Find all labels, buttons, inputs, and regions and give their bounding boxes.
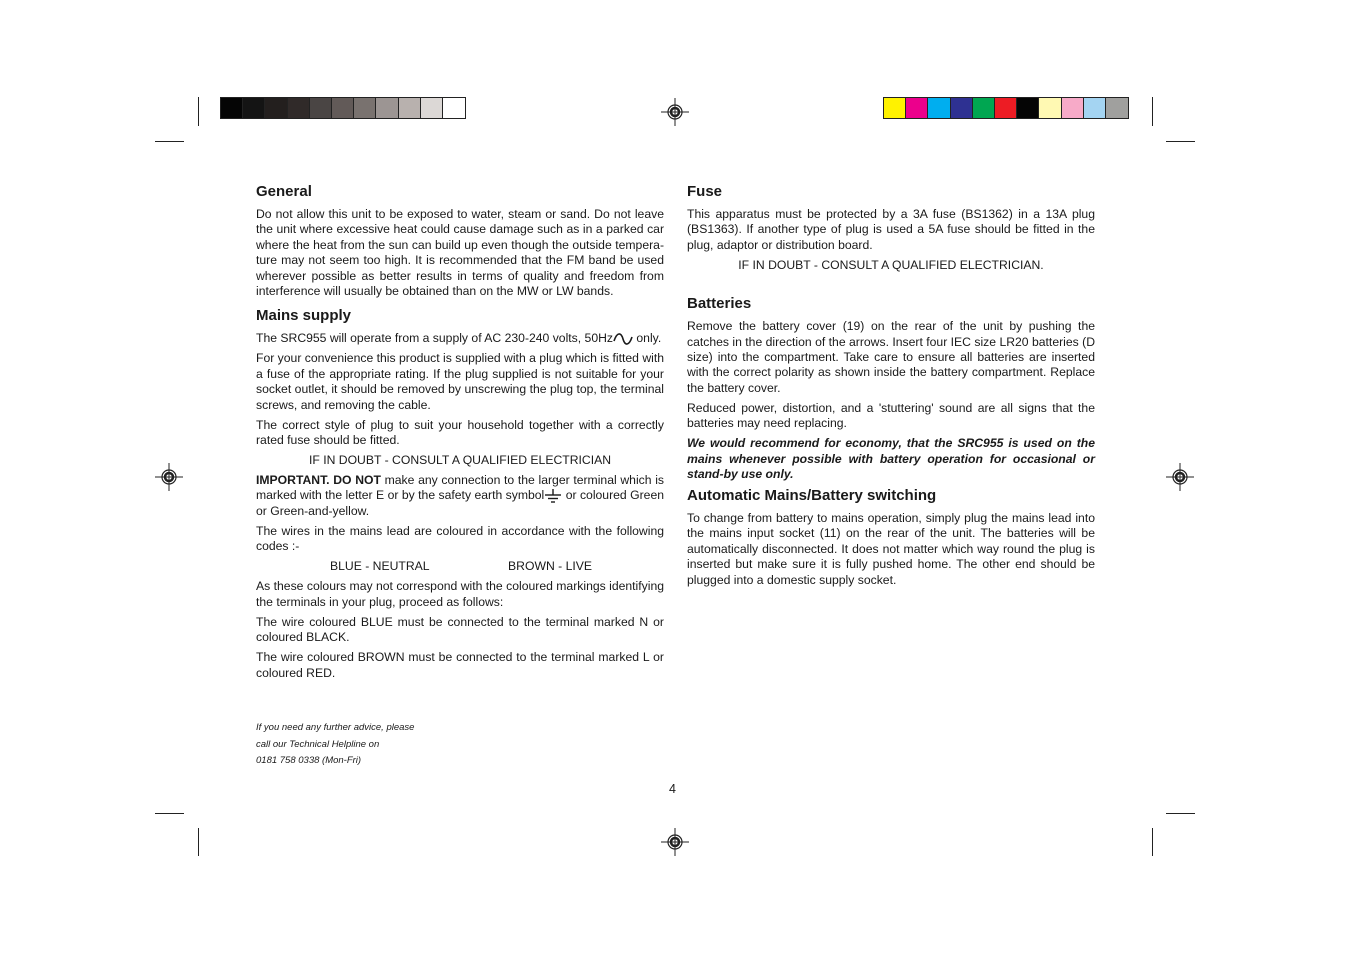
- footer-phone: 0181 758 0338 (Mon-Fri): [256, 755, 362, 767]
- registration-target-icon: [661, 828, 689, 856]
- calibration-swatch: [1062, 98, 1084, 118]
- helpline-footer: [256, 720, 414, 770]
- footer-line: If you need any further advice, please: [256, 722, 415, 733]
- crop-mark: [155, 141, 184, 142]
- calibration-swatch: [288, 98, 310, 118]
- fuse-heading: Fuse: [687, 183, 723, 200]
- calibration-swatch: [354, 98, 376, 118]
- calibration-swatch: [265, 98, 287, 118]
- auto-switching-heading: Automatic Mains/Battery switching: [687, 487, 937, 505]
- wire-codes: [256, 559, 664, 574]
- batteries-install-text: Remove the battery cover (19) on the rear of the unit by pushing the catches in the direction of the arrows. Insert four IEC size LR20 batteries (D size) into the compartment. Take care to ensure all batteries are inserted with the correct polarity as shown inside the battery compartment. Replace the battery cover.: [687, 319, 1095, 395]
- registration-target-icon: [661, 98, 689, 126]
- registration-target-icon: [1166, 463, 1194, 491]
- batteries-economy-note: We would recommend for economy, that the SRC955 is used on the mains whenever possible with battery operation for occasional or stand-by use only.: [687, 436, 1095, 482]
- mains-voltage-text: The SRC955 will operate from a supply of AC 230-240 volts, 50Hz only.: [256, 331, 662, 346]
- registration-target-icon: [155, 463, 183, 491]
- calibration-swatch: [1039, 98, 1061, 118]
- plug-style-text: The correct style of plug to suit your household together with a correctly rated fuse should be fitted.: [256, 417, 664, 448]
- fuse-text: This apparatus must be protected by a 3A fuse (BS1362) in a 13A plug (BS1363). If another type of plug is used a 5A fuse should be fitted in the plug, adaptor or distribution board.: [687, 207, 1095, 252]
- crop-mark: [198, 97, 199, 126]
- colours-note-text: As these colours may not correspond with the coloured markings identifying the terminals in your plug, proceed as follows:: [256, 579, 664, 609]
- crop-mark: [1152, 828, 1153, 856]
- auto-switching-text: To change from battery to mains operation, simply plug the mains lead into the mains input socket (11) on the rear of the unit. The batteries will be automatically disconnected. It does not matter which way round the plug is inserted but make sure it is fully pushed home. The other end should be plugged into a domestic supply socket.: [687, 511, 1095, 587]
- calibration-swatch: [332, 98, 354, 118]
- crop-mark: [1166, 141, 1195, 142]
- calibration-swatch: [443, 98, 465, 118]
- calibration-swatch: [906, 98, 928, 118]
- calibration-swatch: [973, 98, 995, 118]
- right-column: [687, 183, 1095, 593]
- calibration-swatch: [1084, 98, 1106, 118]
- crop-mark: [198, 828, 199, 856]
- important-earth-text: IMPORTANT. DO NOT make any connection to the larger terminal which is marked with the letter E or by the safety earth symbol or coloured Green or Green-and-yellow.: [256, 473, 664, 518]
- crop-mark: [1166, 813, 1195, 814]
- general-text: Do not allow this unit to be exposed to water, steam or sand. Do not leave the unit where excessive heat could cause damage such as in a parked car where the heat from the sun can build up even though the outside tempera-ture may not seem too high. It is recommended that the FM band be used wherever possible as better results in terms of quality and freedom from interference will usually be obtained than on the MW or LW bands.: [256, 207, 664, 299]
- general-heading: General: [256, 183, 312, 200]
- calibration-swatch: [928, 98, 950, 118]
- crop-mark: [155, 813, 184, 814]
- calibration-swatch: [421, 98, 443, 118]
- color-calibration-bar: [883, 97, 1129, 119]
- calibration-swatch: [951, 98, 973, 118]
- calibration-swatch: [243, 98, 265, 118]
- blue-wire-rule: The wire coloured BLUE must be connected to the terminal marked N or coloured BLACK.: [256, 614, 664, 645]
- calibration-swatch: [1106, 98, 1128, 118]
- calibration-swatch: [221, 98, 243, 118]
- calibration-swatch: [376, 98, 398, 118]
- calibration-swatch: [399, 98, 421, 118]
- earth-symbol-icon: [544, 489, 562, 504]
- fuse-consult-text: IF IN DOUBT - CONSULT A QUALIFIED ELECTRICIAN.: [738, 257, 1044, 272]
- page-number: 4: [669, 782, 676, 796]
- calibration-swatch: [995, 98, 1017, 118]
- wires-intro-text: The wires in the mains lead are coloured in accordance with the following codes :-: [256, 523, 664, 554]
- batteries-heading: Batteries: [687, 295, 752, 313]
- brown-wire-rule: The wire coloured BROWN must be connected to the terminal marked L or coloured RED.: [256, 650, 664, 680]
- batteries-replace-text: Reduced power, distortion, and a 'stuttering' sound are all signs that the batteries may need replacing.: [687, 400, 1095, 431]
- consult-electrician-text: IF IN DOUBT - CONSULT A QUALIFIED ELECTRICIAN: [308, 453, 612, 468]
- calibration-swatch: [1017, 98, 1039, 118]
- plug-fuse-text: For your convenience this product is supplied with a plug which is fitted with a fuse of the appropriate rating. If the plug supplied is not suitable for your socket outlet, it should be removed by unscrewing the plug top, the terminal screws, and removing the cable.: [256, 351, 664, 412]
- calibration-swatch: [310, 98, 332, 118]
- wire-blue-label: BLUE - NEUTRAL: [330, 559, 430, 574]
- mains-supply-heading: Mains supply: [256, 307, 352, 325]
- footer-line: call our Technical Helpline on: [256, 738, 380, 750]
- grayscale-calibration-bar: [220, 97, 466, 119]
- wire-brown-label: BROWN - LIVE: [508, 559, 592, 574]
- calibration-swatch: [884, 98, 906, 118]
- crop-mark: [1152, 97, 1153, 126]
- ac-sine-icon: [613, 332, 633, 346]
- left-column: [256, 183, 664, 686]
